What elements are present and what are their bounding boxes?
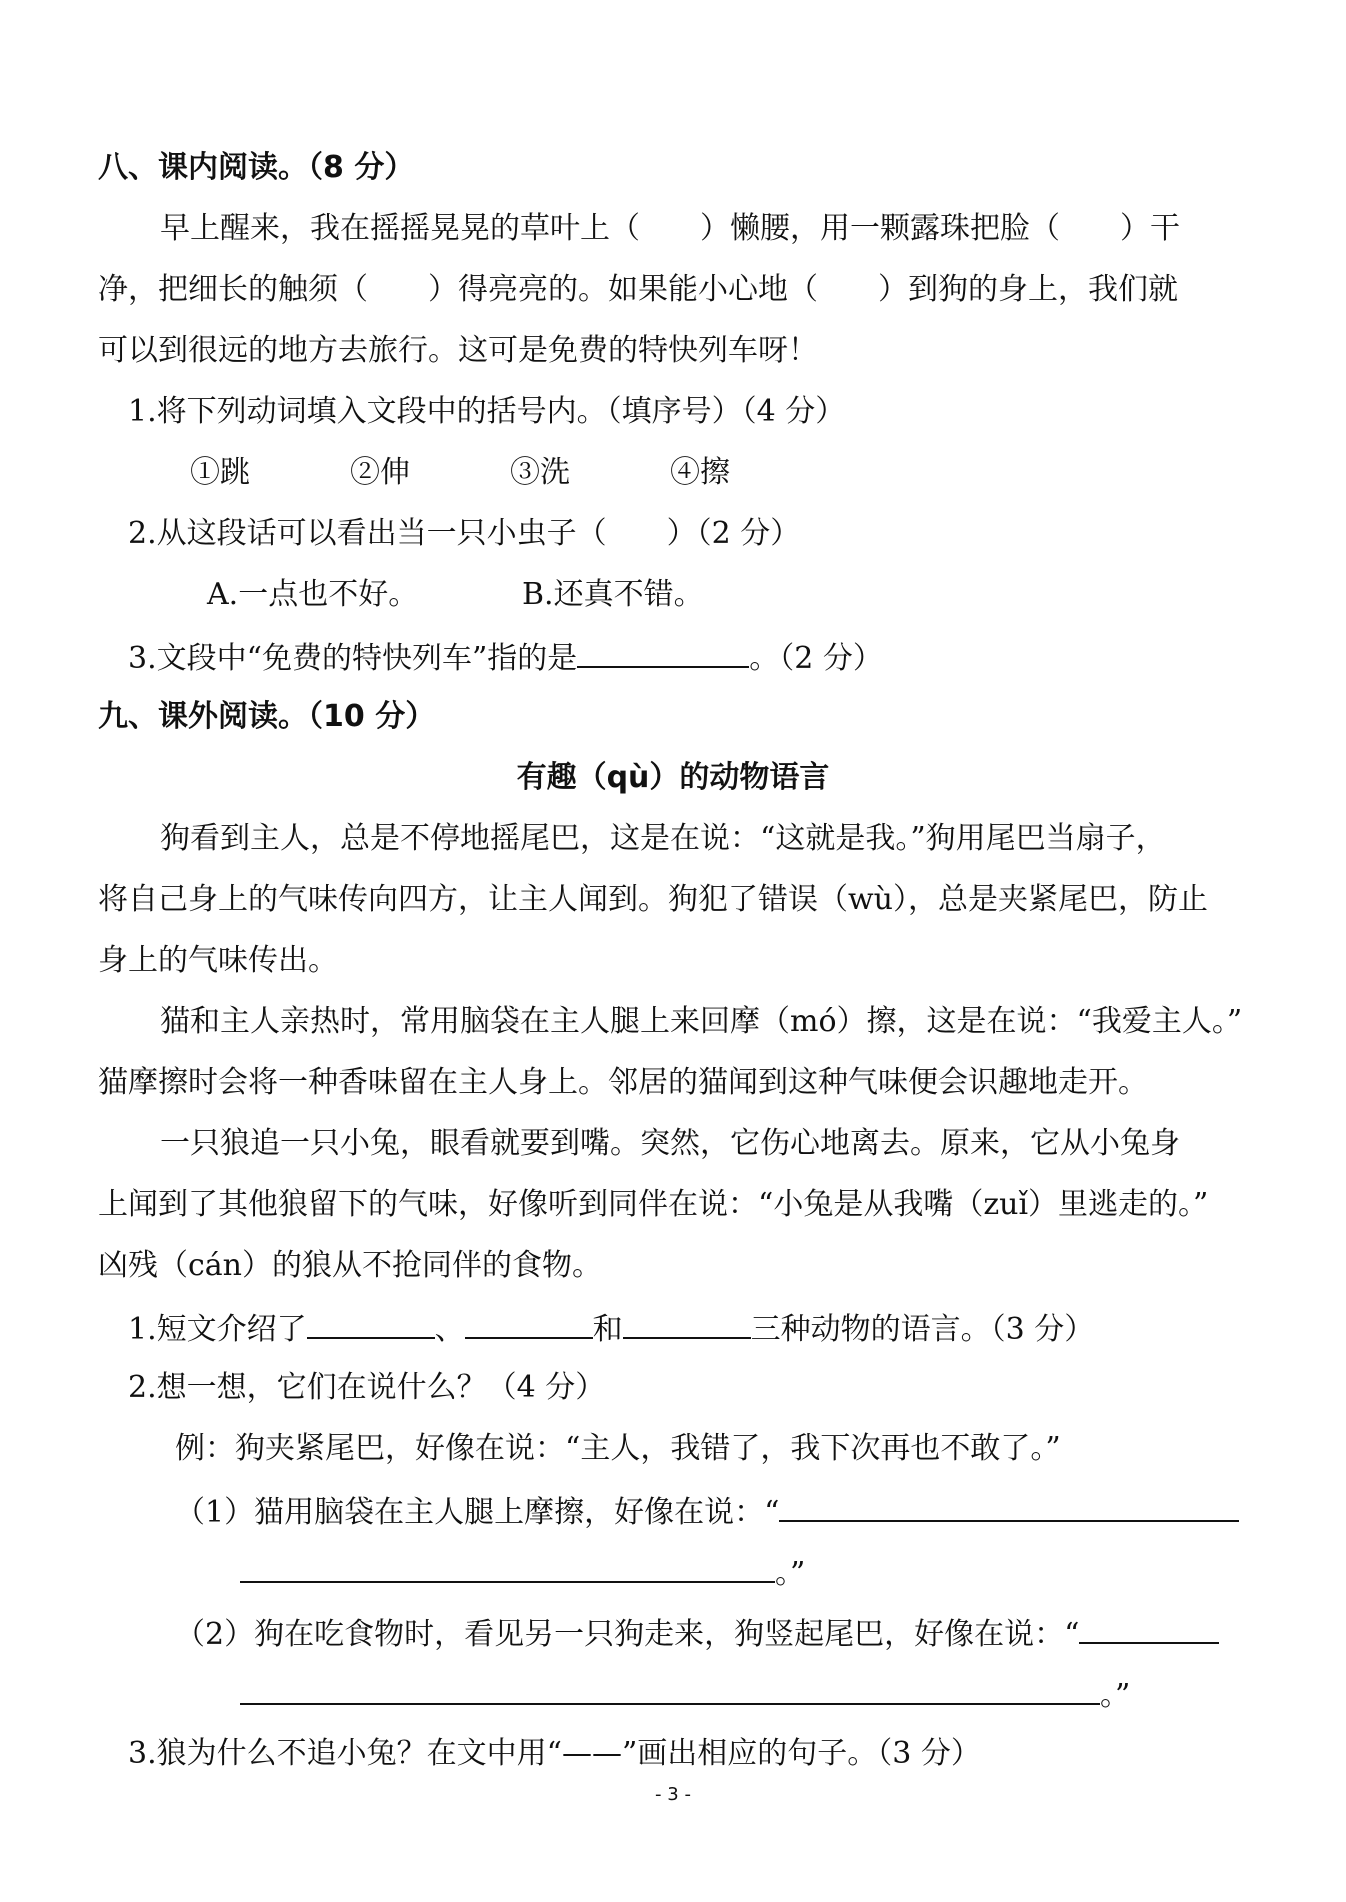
s8-question-3 bbox=[128, 636, 883, 679]
s9-p1-line-3: 身上的气味传出。 bbox=[98, 943, 338, 978]
s9-question-2: 2.想一想，它们在说什么？（4 分） bbox=[128, 1370, 606, 1405]
s9-q1-separator-2: 和 bbox=[592, 1312, 623, 1347]
s9-p3-line-3: 凶残（cán）的狼从不抢同伴的食物。 bbox=[98, 1248, 603, 1283]
s9-p1-line-1: 狗看到主人，总是不停地摇尾巴，这是在说：“这就是我。”狗用尾巴当扇子， bbox=[160, 821, 1166, 856]
answer-blank-5[interactable] bbox=[240, 1551, 775, 1583]
s9-q2-sub-2-cont bbox=[240, 1673, 1130, 1716]
answer-blank-6[interactable] bbox=[1079, 1612, 1219, 1644]
choice-a: A.一点也不好。 bbox=[207, 577, 419, 612]
s9-p3-line-1: 一只狼追一只小兔，眼看就要到嘴。突然，它伤心地离去。原来，它从小兔身 bbox=[160, 1126, 1180, 1161]
choice-b: B.还真不错。 bbox=[522, 577, 704, 612]
s9-q1-score: 三种动物的语言。（3 分） bbox=[750, 1312, 1095, 1347]
option-3: ③洗 bbox=[510, 455, 570, 490]
answer-blank-1[interactable] bbox=[307, 1307, 435, 1339]
s9-p2-line-1: 猫和主人亲热时，常用脑袋在主人腿上来回摩（mó）擦，这是在说：“我爱主人。” bbox=[160, 1004, 1243, 1039]
option-4: ④擦 bbox=[670, 455, 730, 490]
s8-paragraph-line-1: 早上醒来，我在摇摇晃晃的草叶上（ ）懒腰，用一颗露珠把脸（ ）干 bbox=[160, 211, 1180, 246]
answer-blank-4[interactable] bbox=[779, 1490, 1239, 1522]
s8-question-2: 2.从这段话可以看出当一只小虫子（ ）（2 分） bbox=[128, 516, 801, 551]
s9-question-1 bbox=[128, 1307, 1094, 1350]
s8-q3-score: 。（2 分） bbox=[749, 641, 883, 676]
s9-q2-sub-1-cont bbox=[240, 1551, 805, 1594]
s9-q1-separator-1: 、 bbox=[434, 1312, 465, 1347]
s9-question-3: 3.狼为什么不追小兔？在文中用“——”画出相应的句子。（3 分） bbox=[128, 1736, 981, 1771]
s8-paragraph-line-3: 可以到很远的地方去旅行。这可是免费的特快列车呀！ bbox=[98, 333, 818, 368]
answer-blank-2[interactable] bbox=[465, 1307, 593, 1339]
answer-blank[interactable] bbox=[577, 636, 749, 668]
passage-title: 有趣（qù）的动物语言 bbox=[516, 760, 830, 795]
s8-q1-options bbox=[190, 453, 730, 493]
section8-heading: 八、课内阅读。（8 分） bbox=[98, 150, 415, 185]
s9-p2-line-2: 猫摩擦时会将一种香味留在主人身上。邻居的猫闻到这种气味便会识趣地走开。 bbox=[98, 1065, 1148, 1100]
s9-p3-line-2: 上闻到了其他狼留下的气味，好像听到同伴在说：“小兔是从我嘴（zuǐ）里逃走的。” bbox=[98, 1187, 1209, 1222]
s8-question-1: 1.将下列动词填入文段中的括号内。（填序号）（4 分） bbox=[128, 394, 846, 429]
s9-q2-2-text: （2）狗在吃食物时，看见另一只狗走来，狗竖起尾巴，好像在说：“ bbox=[175, 1617, 1080, 1652]
s8-q3-text: 3.文段中“免费的特快列车”指的是 bbox=[128, 641, 578, 676]
s9-q2-1-end: 。” bbox=[775, 1556, 806, 1591]
option-1: ①跳 bbox=[190, 455, 250, 490]
s9-q2-sub-1 bbox=[175, 1490, 1239, 1533]
answer-blank-3[interactable] bbox=[623, 1307, 751, 1339]
answer-blank-7[interactable] bbox=[240, 1673, 1100, 1705]
s9-q1-text: 1.短文介绍了 bbox=[128, 1312, 307, 1347]
s9-q2-example: 例：狗夹紧尾巴，好像在说：“主人，我错了，我下次再也不敢了。” bbox=[175, 1431, 1061, 1466]
option-2: ②伸 bbox=[350, 455, 410, 490]
page-number: - 3 - bbox=[655, 1784, 691, 1805]
s9-q2-sub-2 bbox=[175, 1612, 1219, 1655]
s8-q2-choices bbox=[207, 575, 704, 615]
s9-q2-2-end: 。” bbox=[1100, 1678, 1131, 1713]
s9-p1-line-2: 将自己身上的气味传向四方，让主人闻到。狗犯了错误（wù），总是夹紧尾巴，防止 bbox=[98, 882, 1208, 917]
s8-paragraph-line-2: 净，把细长的触须（ ）得亮亮的。如果能小心地（ ）到狗的身上，我们就 bbox=[98, 272, 1178, 307]
section9-heading: 九、课外阅读。（10 分） bbox=[98, 699, 436, 734]
s9-q2-1-text: （1）猫用脑袋在主人腿上摩擦，好像在说：“ bbox=[175, 1495, 780, 1530]
